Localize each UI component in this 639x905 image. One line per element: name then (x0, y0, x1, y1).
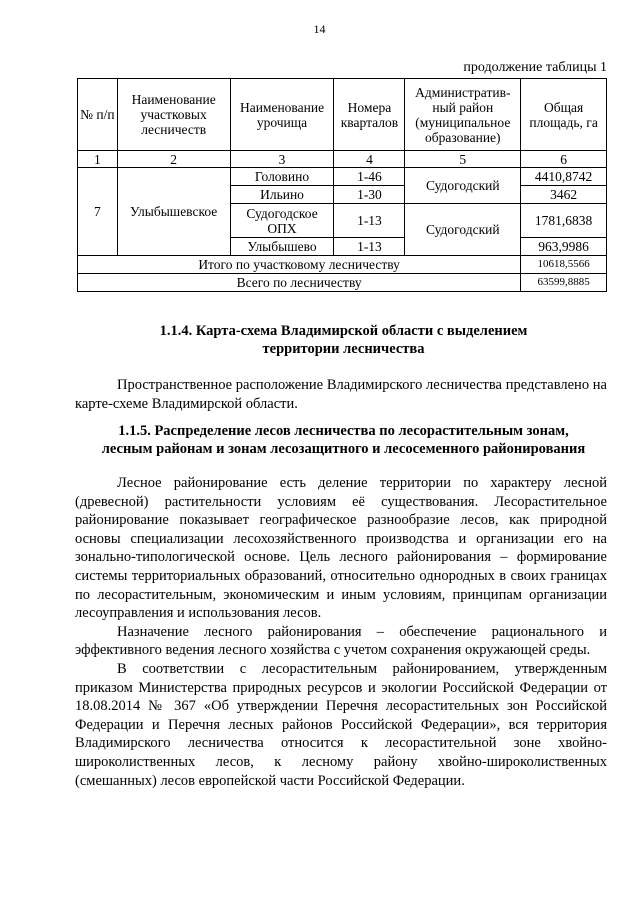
quarters: 1-13 (334, 204, 405, 238)
area: 4410,8742 (521, 168, 607, 186)
row-number: 7 (78, 168, 118, 256)
column-number: 2 (117, 151, 230, 168)
subtotal-value: 10618,5566 (521, 256, 607, 274)
subtotal-label: Итого по участковому лесничеству (78, 256, 521, 274)
paragraph: В соответствии с лесорастительным районированием, утвержденным приказом Министерства природных ресурсов и экологии Российской Федерации от 18.08.2014 № 367 «Об утверждении Перечня лесорастительных зон Российской Федерации и Перечня лесных районов Российской Федерации», вся территория Владимирского лесничества относится к лесорастительной зоне хвойно-широколиственных лесов, к лесному району хвойно-широколиственных (смешанных) лесов европейской части Российской Федерации. (75, 660, 607, 789)
area: 3462 (521, 186, 607, 204)
district: Судогодский (405, 168, 521, 204)
column-number: 6 (521, 151, 607, 168)
header-forestry: Наименование участковых лесничеств (117, 79, 230, 151)
quarters: 1-30 (334, 186, 405, 204)
section-heading-1-1-5 (80, 422, 607, 458)
heading-line: 1.1.4. Карта-схема Владимирской области с выделением (159, 323, 528, 339)
paragraph: Назначение лесного районирования – обеспечение рационального и эффективного ведения лесного хозяйства с учетом сохранения окружающей среды. (75, 623, 607, 659)
area: 1781,6838 (521, 204, 607, 238)
tract-name: Судогодское ОПХ (230, 204, 334, 238)
column-number: 3 (230, 151, 334, 168)
header-number: № п/п (78, 79, 118, 151)
tract-name: Улыбышево (230, 238, 334, 256)
paragraph: Пространственное расположение Владимирского лесничества представлено на карте-схеме Владимирской области. (75, 377, 607, 412)
total-label: Всего по лесничеству (78, 274, 521, 292)
section-1-1-4-text (75, 376, 607, 413)
column-number: 4 (334, 151, 405, 168)
total-row (78, 274, 607, 292)
forestry-table (77, 78, 607, 292)
column-number: 1 (78, 151, 118, 168)
tract-name: Ильино (230, 186, 334, 204)
heading-line: территории лесничества (262, 341, 425, 357)
area: 963,9986 (521, 238, 607, 256)
header-district: Административ-ный район (муниципальное образование) (405, 79, 521, 151)
header-tract: Наименование урочища (230, 79, 334, 151)
district: Судогодский (405, 204, 521, 256)
table-row (78, 168, 607, 186)
column-numbers-row (78, 151, 607, 168)
heading-line: лесным районам и зонам лесозащитного и лесосеменного районирования (101, 441, 586, 457)
header-area: Общая площадь, га (521, 79, 607, 151)
column-number: 5 (405, 151, 521, 168)
table-continuation-label: продолжение таблицы 1 (463, 60, 607, 75)
heading-line: 1.1.5. Распределение лесов лесничества по лесорастительным зонам, (118, 423, 569, 439)
section-1-1-5-text (75, 474, 607, 790)
quarters: 1-46 (334, 168, 405, 186)
forestry-name: Улыбышевское (117, 168, 230, 256)
table-header-row (78, 79, 607, 151)
subtotal-row (78, 256, 607, 274)
page-number: 14 (313, 22, 326, 36)
paragraph: Лесное районирование есть деление территории по характеру лесной (древесной) растительности условиям её существования. Лесорастительное районирование показывает географическое разнообразие лесов, как природной основы специализации лесохозяйственного производства и организации его на зонально-типологической основе. Цель лесного районирования – формирование системы территориальных образований, относительно однородных в своих границах по лесорастительным, экономическим и иным условиям, принципам организации лесоуправления и использования лесов. (75, 475, 607, 622)
quarters: 1-13 (334, 238, 405, 256)
total-value: 63599,8885 (521, 274, 607, 292)
tract-name: Головино (230, 168, 334, 186)
header-quarters: Номера кварталов (334, 79, 405, 151)
section-heading-1-1-4 (80, 322, 607, 358)
